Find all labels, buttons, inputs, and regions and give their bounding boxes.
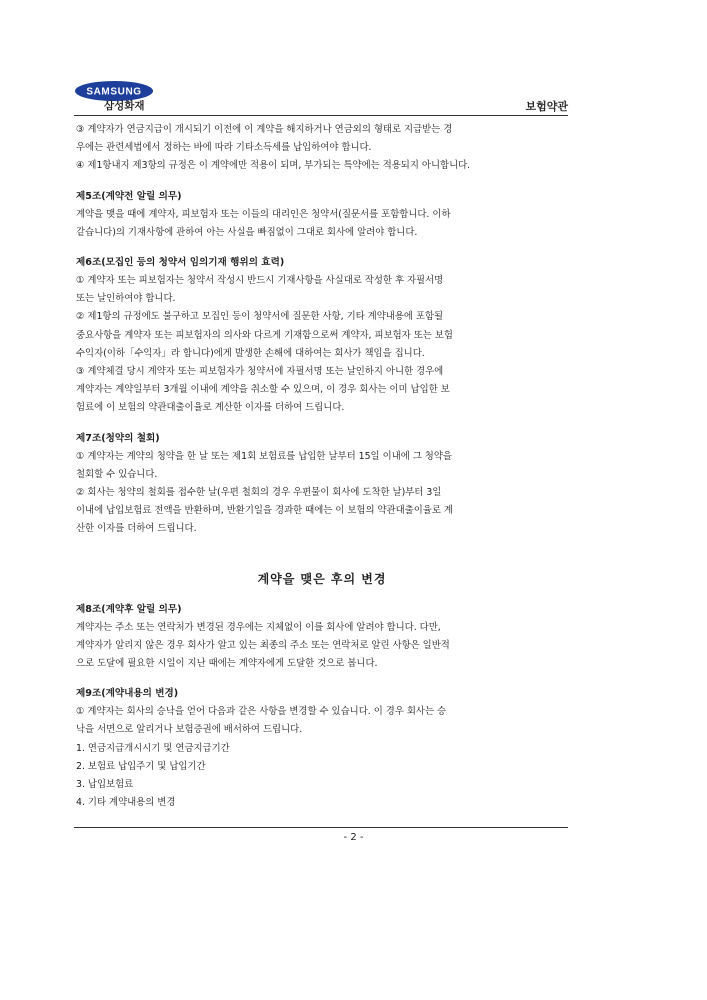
article-6-line: 또는 날인하여야 합니다. <box>76 293 176 305</box>
article-8-line: 으로 도달에 필요한 시일이 지난 때에는 계약자에게 도달한 것으로 봅니다. <box>76 658 378 670</box>
article-6-line: 험료에 이 보험의 약관대출이율로 계산한 이자를 더하여 드립니다. <box>76 402 345 414</box>
article-7-line: 이내에 납입보험료 전액을 반환하며, 반환기일을 경과한 때에는 이 보험의 약관대출이율로 계 <box>76 505 453 517</box>
article-7-line: ② 회사는 청약의 철회를 접수한 날(우편 철회의 경우 우편물이 회사에 도착한 날)부터 3일 <box>76 487 442 499</box>
article-7-line: ① 계약자는 계약의 청약을 한 날 또는 제1회 보험료를 납입한 날부터 15일 이내에 그 청약을 <box>76 450 452 462</box>
article-7-line: 철회할 수 있습니다. <box>76 468 158 480</box>
logo-text: SAMSUNG <box>86 86 142 98</box>
article-9-title: 제9조(계약내용의 변경) <box>76 688 179 700</box>
document-title: 보험약관 <box>525 100 568 113</box>
company-name: 삼성화재 <box>104 100 145 112</box>
article-8-line: 계약자는 주소 또는 연락처가 변경된 경우에는 지체없이 이를 회사에 알려야 합니다. 다만, <box>76 621 441 633</box>
page-header <box>74 80 568 114</box>
article-6-line: 수익자(이하「수익자」라 합니다)에게 발생한 손해에 대하여는 회사가 책임을 집니다. <box>76 347 425 359</box>
article-9-list-item: 3. 납입보험료 <box>76 779 134 791</box>
article-6-line: 중요사항을 계약자 또는 피보험자의 의사와 다르게 기재함으로써 계약자, 피보험자 또는 보험 <box>76 329 453 341</box>
intro-line: ④ 제1항내지 제3항의 규정은 이 계약에만 적용이 되며, 부가되는 특약에는 적용되지 아니합니다. <box>76 160 471 172</box>
article-6-line: 계약자는 계약일부터 3개월 이내에 계약을 취소할 수 있으며, 이 경우 회사는 이미 납입한 보 <box>76 384 450 396</box>
article-9-line: ① 계약자는 회사의 승낙을 얻어 다음과 같은 사항을 변경할 수 있습니다. 이 경우 회사는 승 <box>76 706 447 718</box>
article-7-title: 제7조(청약의 철회) <box>76 432 160 444</box>
article-8-title: 제8조(계약후 알릴 의무) <box>76 603 182 615</box>
page-number: - 2 - <box>343 832 364 843</box>
article-8-line: 계약자가 알리지 않은 경우 회사가 알고 있는 최종의 주소 또는 연락처로 알린 사항은 일반적 <box>76 639 450 651</box>
footer-divider <box>74 827 568 828</box>
article-9-line: 낙을 서면으로 알리거나 보험증권에 배서하여 드립니다. <box>76 724 303 736</box>
article-6-line: ① 계약자 또는 피보험자는 청약서 작성시 반드시 기재사항을 사실대로 작성한 후 자필서명 <box>76 275 444 287</box>
intro-line: ③ 계약자가 연금지급이 개시되기 이전에 이 계약을 해지하거나 연금외의 형태로 지급받는 경 <box>76 124 453 135</box>
article-5-line: 계약을 맺을 때에 계약자, 피보험자 또는 이들의 대리인은 청약서(질문서를 포함합니다. 이하 <box>76 208 451 220</box>
article-9-list-item: 4. 기타 계약내용의 변경 <box>76 797 176 809</box>
article-5-line: 같습니다)의 기재사항에 관하여 아는 사실을 빠짐없이 그대로 회사에 알려야 합니다. <box>76 226 418 238</box>
document-body <box>76 121 568 812</box>
article-6-line: ③ 계약체결 당시 계약자 또는 피보험자가 청약서에 자필서명 또는 날인하지 아니한 경우에 <box>76 366 444 378</box>
article-6-title: 제6조(모집인 등의 청약서 임의기재 행위의 효력) <box>76 257 285 269</box>
article-5-title: 제5조(계약전 알릴 의무) <box>76 190 182 202</box>
article-9-list-item: 2. 보험료 납입주기 및 납입기간 <box>76 760 206 772</box>
article-7-line: 산한 이자를 더하여 드립니다. <box>76 523 197 535</box>
header-divider <box>74 115 568 116</box>
article-6-line: ② 제1항의 규정에도 불구하고 모집인 등이 청약서에 질문한 사항, 기타 계약내용에 포함될 <box>76 311 444 323</box>
chapter-title: 계약을 맺은 후의 변경 <box>257 571 387 586</box>
intro-line: 우에는 관련세법에서 정하는 바에 따라 기타소득세를 납입하여야 합니다. <box>76 142 372 154</box>
article-9-list-item: 1. 연금지급개시시기 및 연금지급기간 <box>76 742 230 754</box>
